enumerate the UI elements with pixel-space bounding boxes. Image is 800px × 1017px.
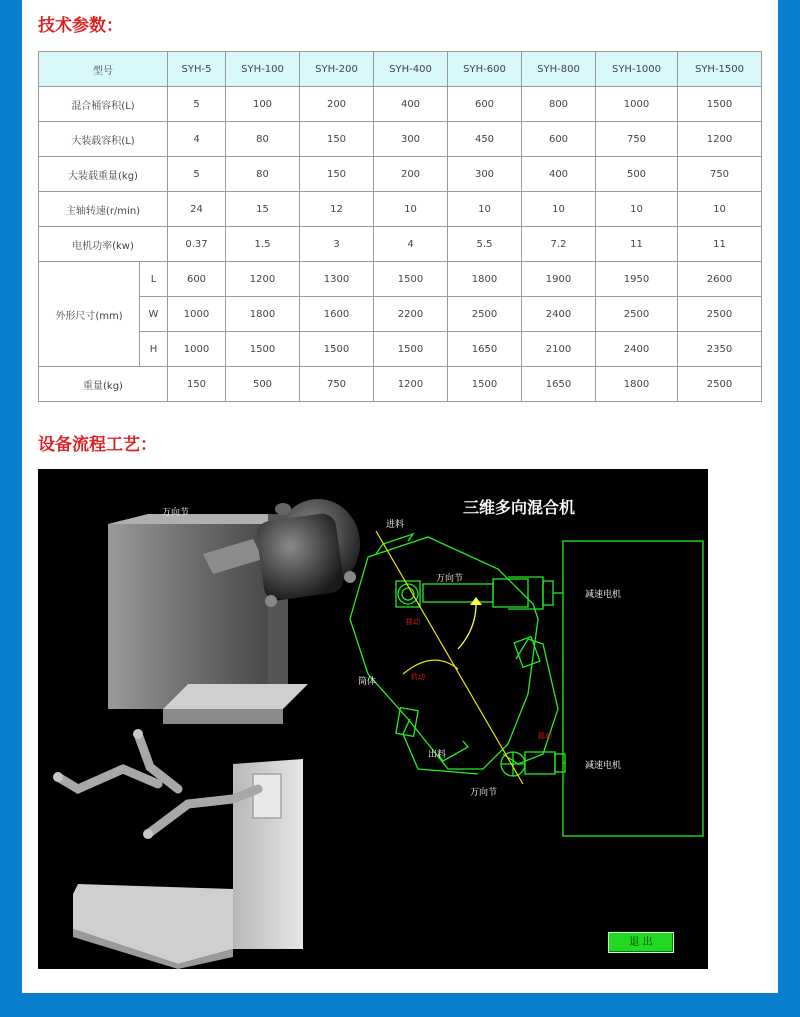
rotation-arrow-upper — [458, 604, 476, 649]
table-cell: 450 — [448, 122, 522, 157]
table-cell: 300 — [448, 157, 522, 192]
header-cell: 型号 — [39, 52, 168, 87]
dimension-axis: W — [140, 297, 168, 332]
table-cell: 1600 — [300, 297, 374, 332]
table-cell: 200 — [374, 157, 448, 192]
table-cell: 10 — [522, 192, 596, 227]
table-cell: 400 — [522, 157, 596, 192]
table-cell: 600 — [522, 122, 596, 157]
label-red-top: 摇动 — [406, 618, 420, 626]
table-cell: 2200 — [374, 297, 448, 332]
table-cell: 5.5 — [448, 227, 522, 262]
dimension-axis: L — [140, 262, 168, 297]
label-reducer-motor-top: 减速电机 — [585, 590, 622, 600]
table-row — [39, 87, 762, 122]
table-cell: 1000 — [168, 332, 226, 367]
table-cell: 600 — [448, 87, 522, 122]
row-label: 重量(kg) — [39, 367, 168, 402]
table-cell: 150 — [300, 122, 374, 157]
table-cell: 0.37 — [168, 227, 226, 262]
label-drum: 筒体 — [358, 677, 377, 687]
table-cell: 800 — [522, 87, 596, 122]
label-feed: 进料 — [386, 520, 405, 530]
process-title: 设备流程工艺： — [38, 435, 157, 455]
model-header: SYH-600 — [448, 52, 522, 87]
table-cell: 1500 — [448, 367, 522, 402]
table-cell: 80 — [226, 157, 300, 192]
label-universal-joint-bottom: 万向节 — [470, 788, 498, 798]
label-discharge: 出料 — [428, 750, 447, 760]
tech-params-title: 技术参数： — [38, 16, 123, 36]
green-schematic — [350, 534, 703, 836]
row-label: 主轴转速(r/min) — [39, 192, 168, 227]
table-cell: 2500 — [448, 297, 522, 332]
table-cell: 1950 — [596, 262, 678, 297]
table-cell: 2500 — [596, 297, 678, 332]
table-cell: 750 — [300, 367, 374, 402]
arrow-head-icon — [470, 597, 482, 605]
table-cell: 12 — [300, 192, 374, 227]
table-cell: 1300 — [300, 262, 374, 297]
table-cell: 15 — [226, 192, 300, 227]
table-cell: 2400 — [522, 297, 596, 332]
table-cell: 200 — [300, 87, 374, 122]
model-header: SYH-5 — [168, 52, 226, 87]
table-cell: 2100 — [522, 332, 596, 367]
table-cell: 1500 — [678, 87, 762, 122]
table-cell: 24 — [168, 192, 226, 227]
table-cell: 4 — [168, 122, 226, 157]
table-cell: 10 — [374, 192, 448, 227]
dimension-axis: H — [140, 332, 168, 367]
label-red-bottom: 摇动 — [538, 732, 552, 740]
table-cell: 500 — [596, 157, 678, 192]
table-cell: 2500 — [678, 367, 762, 402]
table-cell: 10 — [678, 192, 762, 227]
table-cell: 1650 — [448, 332, 522, 367]
label-universal-joint-top: 万向节 — [436, 574, 464, 584]
table-cell: 3 — [300, 227, 374, 262]
table-cell: 1500 — [226, 332, 300, 367]
table-cell: 4 — [374, 227, 448, 262]
row-label: 大装载重量(kg) — [39, 157, 168, 192]
table-cell: 1200 — [678, 122, 762, 157]
table-row — [39, 332, 762, 367]
label-red-mid: 转动 — [411, 673, 425, 681]
table-cell: 2400 — [596, 332, 678, 367]
table-cell: 10 — [448, 192, 522, 227]
model-header: SYH-400 — [374, 52, 448, 87]
table-cell: 150 — [168, 367, 226, 402]
table-cell: 1200 — [374, 367, 448, 402]
mixer-photo-top — [108, 499, 360, 724]
model-header: SYH-100 — [226, 52, 300, 87]
table-cell: 10 — [596, 192, 678, 227]
rotation-axis — [376, 531, 523, 784]
process-diagram — [38, 469, 708, 969]
table-cell: 80 — [226, 122, 300, 157]
table-cell: 11 — [678, 227, 762, 262]
table-cell: 100 — [226, 87, 300, 122]
table-cell: 1800 — [448, 262, 522, 297]
table-cell: 5 — [168, 157, 226, 192]
mixer-photo-bottom — [53, 729, 303, 969]
table-row — [39, 122, 762, 157]
model-header: SYH-200 — [300, 52, 374, 87]
table-row — [39, 227, 762, 262]
table-cell: 1800 — [226, 297, 300, 332]
model-header: SYH-1000 — [596, 52, 678, 87]
row-label: 电机功率(kw) — [39, 227, 168, 262]
table-row — [39, 297, 762, 332]
model-header: SYH-800 — [522, 52, 596, 87]
table-cell: 150 — [300, 157, 374, 192]
model-header: SYH-1500 — [678, 52, 762, 87]
row-label: 大装载容积(L) — [39, 122, 168, 157]
table-row — [39, 157, 762, 192]
table-cell: 400 — [374, 87, 448, 122]
table-cell: 300 — [374, 122, 448, 157]
label-reducer-motor-bottom: 减速电机 — [585, 761, 622, 771]
spec-table — [38, 51, 762, 402]
table-row — [39, 192, 762, 227]
table-cell: 750 — [678, 157, 762, 192]
table-cell: 1200 — [226, 262, 300, 297]
table-cell: 2500 — [678, 297, 762, 332]
table-header-row — [39, 52, 762, 87]
table-cell: 1900 — [522, 262, 596, 297]
row-label: 混合桶容积(L) — [39, 87, 168, 122]
table-cell: 1000 — [168, 297, 226, 332]
table-cell: 7.2 — [522, 227, 596, 262]
table-row — [39, 367, 762, 402]
table-cell: 1500 — [300, 332, 374, 367]
table-cell: 1000 — [596, 87, 678, 122]
table-cell: 1500 — [374, 332, 448, 367]
table-cell: 600 — [168, 262, 226, 297]
product-page — [22, 0, 778, 993]
table-cell: 500 — [226, 367, 300, 402]
table-cell: 2600 — [678, 262, 762, 297]
diagram-title: 三维多向混合机 — [463, 498, 576, 517]
table-cell: 1650 — [522, 367, 596, 402]
table-cell: 1.5 — [226, 227, 300, 262]
table-cell: 11 — [596, 227, 678, 262]
diagram-drawing — [38, 469, 708, 969]
table-cell: 1800 — [596, 367, 678, 402]
exit-button[interactable]: 退 出 — [608, 932, 674, 953]
dimensions-label: 外形尺寸(mm) — [39, 262, 140, 367]
table-cell: 750 — [596, 122, 678, 157]
table-cell: 2350 — [678, 332, 762, 367]
label-universal-joint-photo: 万向节 — [162, 508, 190, 518]
table-cell: 1500 — [374, 262, 448, 297]
table-cell: 5 — [168, 87, 226, 122]
table-row — [39, 262, 762, 297]
